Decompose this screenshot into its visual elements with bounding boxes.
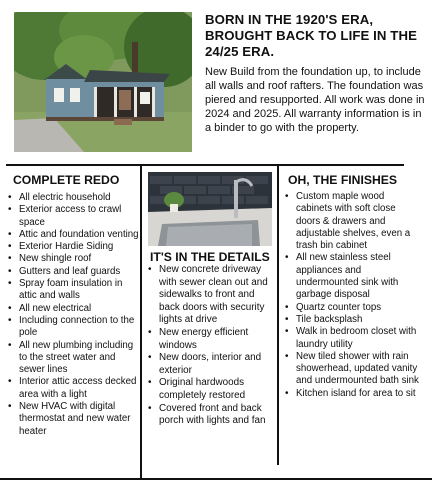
list-item: • Exterior access to crawl space	[7, 204, 140, 229]
list-item: • Custom maple wood cabinets with soft close doors & drawers and adjustable shelves, even a trash bin cabinet	[284, 191, 420, 252]
list-item: • Including connection to the pole	[7, 315, 140, 340]
details-heading: IT'S IN THE DETAILS	[150, 250, 270, 264]
finishes-heading: OH, THE FINISHES	[288, 173, 398, 187]
list-item: • All new electrical	[7, 303, 140, 315]
list-item: • Quartz counter tops	[284, 302, 420, 314]
list-item: • New HVAC with digital thermostat and new water heater	[7, 401, 140, 438]
headline-line-3: 24/25 ERA.	[205, 44, 275, 59]
house-exterior-photo	[14, 12, 192, 152]
list-item: • All electric household	[7, 192, 140, 204]
list-item: • Tile backsplash	[284, 314, 420, 326]
list-item: • Attic and foundation venting	[7, 229, 140, 241]
list-item: • All new stainless steel appliances and undermounted sink with garbage disposal	[284, 252, 420, 301]
list-item: • Interior attic access decked area with a light	[7, 376, 140, 401]
finishes-list	[284, 191, 420, 400]
list-item: • New concrete driveway with sewer clean out and sidewalks to front and back doors with security lights at drive	[147, 264, 275, 327]
complete-redo-list	[7, 192, 140, 438]
list-item: • All new plumbing including to the street water and sewer lines	[7, 340, 140, 377]
complete-redo-heading: COMPLETE REDO	[13, 173, 120, 187]
list-item: • Exterior Hardie Siding	[7, 241, 140, 253]
list-item: • Spray foam insulation in attic and walls	[7, 278, 140, 303]
top-divider	[6, 164, 404, 166]
kitchen-sink-photo	[148, 172, 272, 246]
column-divider-1	[140, 165, 142, 480]
headline-line-2: BROUGHT BACK TO LIFE IN THE	[205, 28, 417, 43]
list-item: • Original hardwoods completely restored	[147, 377, 275, 402]
headline	[205, 12, 425, 60]
column-divider-2	[277, 165, 279, 465]
list-item: • New shingle roof	[7, 253, 140, 265]
list-item: • Covered front and back porch with lights and fan	[147, 403, 275, 428]
intro-paragraph: New Build from the foundation up, to include all walls and roof rafters. The foundation was piered and resupported. All work was done in 2024 and 2025. All warranty information is in a binder to go with the property.	[205, 66, 425, 134]
list-item: • Kitchen island for area to sit	[284, 388, 420, 400]
list-item: • Walk in bedroom closet with laundry utility	[284, 326, 420, 351]
details-list	[147, 264, 275, 428]
list-item: • New tiled shower with rain showerhead, updated vanity and undermounted bath sink	[284, 351, 420, 388]
list-item: • New energy efficient windows	[147, 327, 275, 352]
list-item: • Gutters and leaf guards	[7, 266, 140, 278]
list-item: • New doors, interior and exterior	[147, 352, 275, 377]
headline-line-1: BORN IN THE 1920'S ERA,	[205, 12, 374, 27]
